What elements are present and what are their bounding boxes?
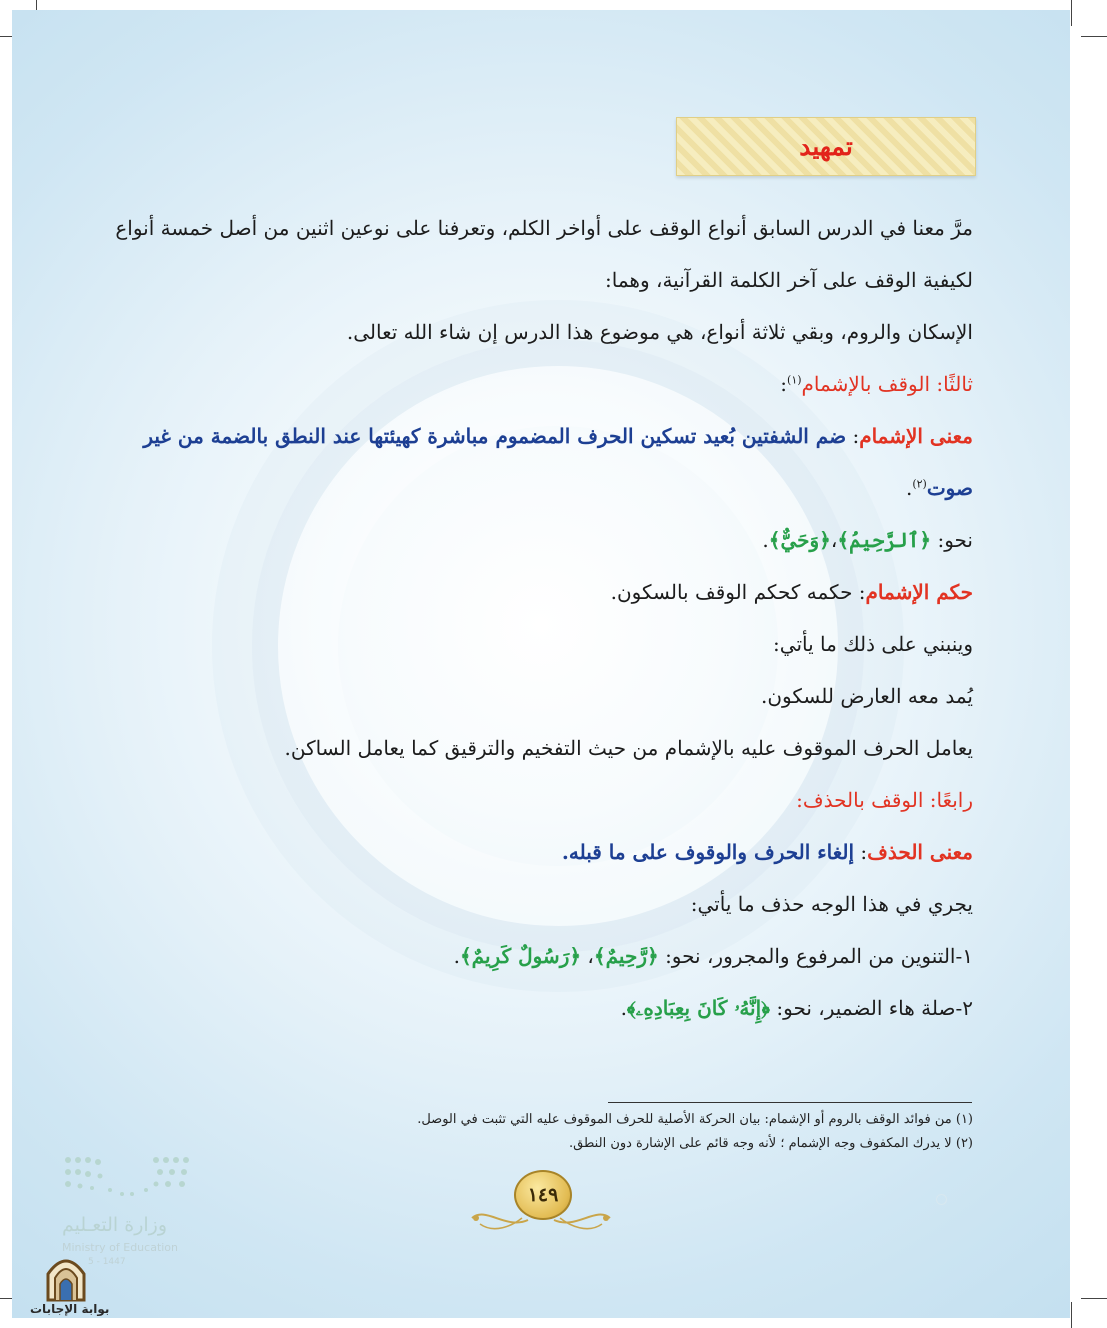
crop-mark [1081, 1298, 1107, 1299]
section3-title-row [780, 372, 973, 396]
hadhf-meaning-row: معنى الحذف: إلغاء الحرف والوقوف على ما قبله. [561, 840, 973, 864]
hadhf-item-2-text: ٢-صلة هاء الضمير، نحو: [776, 996, 973, 1020]
hadhf-meaning-text: إلغاء الحرف والوقوف على ما قبله. [561, 840, 855, 864]
portal-arch-icon [44, 1254, 88, 1302]
ministry-dots-icon [60, 1150, 200, 1210]
quran-example-rasul-karim: ﴿رَسُولٌ كَرِيمٌ﴾ [459, 944, 582, 968]
footnote-ref-2[interactable]: (٢) [912, 477, 927, 491]
decorative-dot [936, 1194, 947, 1205]
hadhf-item-1: ١-التنوين من المرفوع والمجرور، نحو: ﴿رَّحِيمٌ﴾، ﴿رَسُولٌ كَرِيمٌ﴾. [453, 944, 973, 968]
intro-line-1: مرَّ معنا في الدرس السابق أنواع الوقف على أواخر الكلم، وتعرفنا على نوعين اثنين من أصل خمسة أنواع [115, 216, 973, 240]
ishmam-meaning-text: ضم الشفتين بُعيد تسكين الحرف المضموم مباشرة كهيئتها عند النطق بالضمة من غير [143, 424, 847, 448]
ishmam-ruling-row: حكم الإشمام: حكمه كحكم الوقف بالسكون. [610, 580, 973, 604]
portal-label: بوابة الإجابات [30, 1302, 110, 1316]
crop-mark [1071, 0, 1072, 26]
section-heading-box [676, 117, 976, 176]
quran-example-innahu: ﴿إِنَّهُۥ كَانَ بِعِبَادِهِۦ﴾ [626, 996, 771, 1020]
ministry-year: 5 - 1447 [88, 1257, 126, 1267]
footnote-1: (١) من فوائد الوقف بالروم أو الإشمام: بيان الحركة الأصلية للحرف الموقوف عليه التي تثبت في الوصل. [417, 1112, 973, 1127]
section3-title: ثالثًا: الوقف بالإشمام [801, 372, 973, 396]
section4-title: رابعًا: الوقف بالحذف: [796, 788, 973, 812]
page-number: ١٤٩ [514, 1170, 572, 1220]
intro-line-2: لكيفية الوقف على آخر الكلمة القرآنية، وهما: [605, 268, 973, 292]
hadhf-intro: يجري في هذا الوجه حذف ما يأتي: [690, 892, 973, 916]
section3-title-colon: : [780, 372, 788, 396]
crop-mark [1071, 1302, 1072, 1328]
section-heading: تمهيد [799, 132, 853, 161]
example-label: نحو: [937, 528, 973, 552]
footnote-2: (٢) لا يدرك المكفوف وجه الإشمام ؛ لأنه وجه قائم على الإشارة دون النطق. [569, 1136, 973, 1151]
consequence-1: يُمد معه العارض للسكون. [761, 684, 973, 708]
hadhf-item-1-text: ١-التنوين من المرفوع والمجرور، نحو: [665, 944, 973, 968]
ishmam-meaning-row: معنى الإشمام: ضم الشفتين بُعيد تسكين الحرف المضموم مباشرة كهيئتها عند النطق بالضمة من غير [143, 424, 973, 448]
ishmam-meaning-text-2: صوت [926, 476, 973, 500]
footnote-divider [608, 1102, 972, 1103]
ishmam-example-row: نحو: ﴿ٱلرَّحِيمُ﴾،﴿وَحَيٌّ﴾. [762, 528, 973, 552]
consequence-intro: وينبني على ذلك ما يأتي: [773, 632, 973, 656]
ministry-name-english: Ministry of Education [62, 1241, 179, 1254]
quran-example-rahimun: ﴿رَّحِيمٌ﴾ [593, 944, 659, 968]
intro-line-3: الإسكان والروم، وبقي ثلاثة أنواع، هي موضوع هذا الدرس إن شاء الله تعالى. [346, 320, 973, 344]
ishmam-meaning-label: معنى الإشمام [859, 424, 973, 448]
ishmam-ruling-text: حكمه كحكم الوقف بالسكون. [610, 580, 853, 604]
ishmam-meaning-row-2: صوت$^{(٢)}$. [905, 476, 973, 500]
ishmam-ruling-label: حكم الإشمام [865, 580, 973, 604]
consequence-2: يعامل الحرف الموقوف عليه بالإشمام من حيث التفخيم والترقيق كما يعامل الساكن. [284, 736, 973, 760]
footnote-ref-1[interactable]: (١) [787, 373, 802, 387]
hadhf-meaning-label: معنى الحذف [867, 840, 973, 864]
hadhf-item-2: ٢-صلة هاء الضمير، نحو: ﴿إِنَّهُۥ كَانَ بِعِبَادِهِۦ﴾. [620, 996, 973, 1020]
ministry-name-arabic: وزارة التعـليم [62, 1214, 168, 1236]
crop-mark [1081, 36, 1107, 37]
quran-example-hayy: ﴿وَحَيٌّ﴾ [768, 528, 831, 552]
quran-example-rahim: ﴿ٱلرَّحِيمُ﴾ [837, 528, 932, 552]
